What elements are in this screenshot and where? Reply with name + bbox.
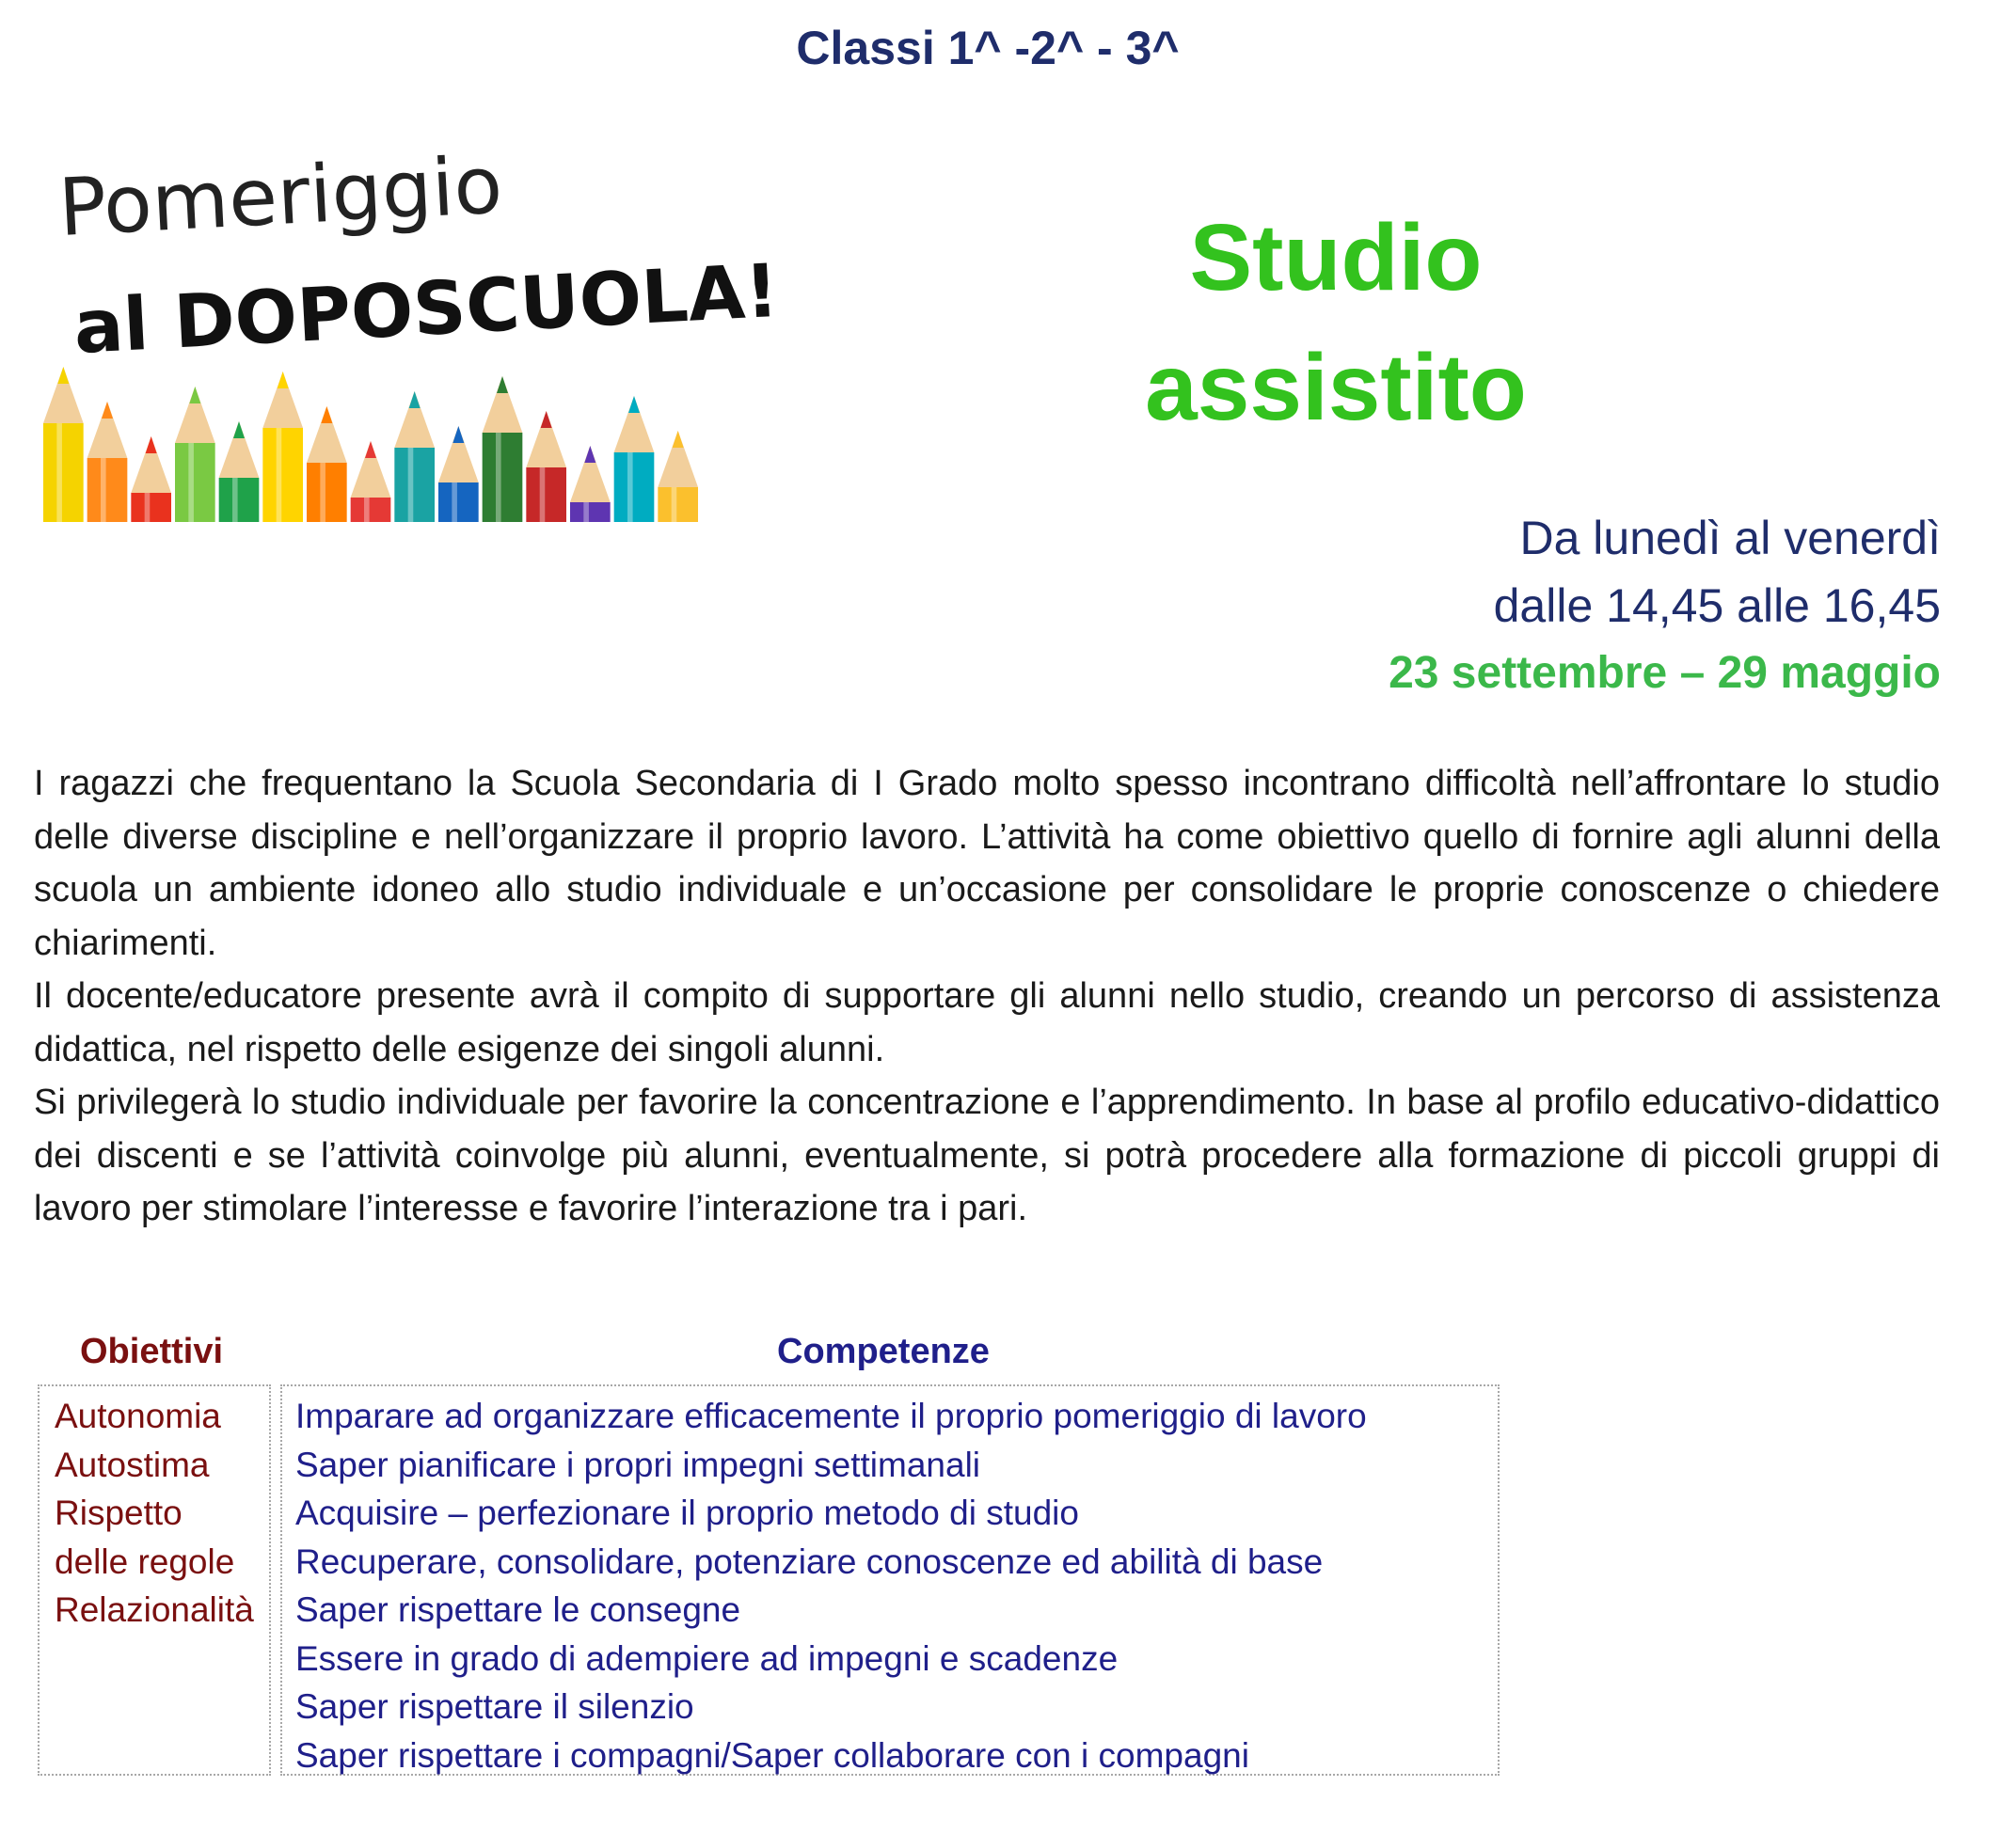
schedule-block [1389,504,1941,707]
goals-table [34,1326,1503,1779]
competenza-item: Saper pianificare i propri impegni settimanali [295,1445,981,1484]
obiettivo-item: Autonomia [55,1397,221,1435]
page-title [1063,193,1609,452]
competenza-item: Imparare ad organizzare efficacemente il proprio pomeriggio di lavoro [295,1397,1367,1435]
competenza-item: Essere in grado di adempiere ad impegni e scadenze [295,1638,1119,1678]
competenze-cell [280,1384,1500,1776]
competenza-item: Saper rispettare il silenzio [295,1687,694,1726]
obiettivo-item: Rispetto [55,1494,183,1532]
title-line2: assistito [1145,335,1527,440]
schedule-period: 23 settembre – 29 maggio [1389,648,1941,698]
schedule-hours: dalle 14,45 alle 16,45 [1493,579,1941,632]
competenza-item: Saper rispettare i compagni/Saper collaborare con i compagni [295,1735,1249,1775]
obiettivo-item: Autostima [55,1445,210,1484]
description [34,757,1940,1236]
logo-line1: Pomeriggio [56,138,505,254]
competenza-item: Saper rispettare le consegne [295,1590,741,1629]
obiettivo-item: delle regole [55,1542,235,1581]
competenze-header: Competenze [777,1332,990,1371]
title-line1: Studio [1189,205,1483,310]
schedule-days: Da lunedì al venerdì [1519,512,1941,564]
logo-line2: al DOPOSCUOLA! [71,248,781,371]
doposcuola-logo [41,132,781,522]
obiettivo-item: Relazionalità [55,1590,254,1629]
classes-heading: Classi 1^ -2^ - 3^ [796,22,1180,74]
description-paragraph: Si privilegerà lo studio individuale per favorire la concentrazione e l’apprendimento. In base al profilo educativo-didattico dei discenti e se l’attività coinvolge più alunni, eventualmente, si potrà procedere alla formazione di piccoli gruppi di lavoro per stimolare l’interesse e favorire l’interazione tra i pari. [34,1083,1940,1228]
competenza-item: Acquisire – perfezionare il proprio metodo di studio [295,1494,1079,1532]
obiettivi-cell [38,1384,271,1776]
description-paragraph: I ragazzi che frequentano la Scuola Secondaria di I Grado molto spesso incontrano difficoltà nell’affrontare lo studio delle diverse discipline e nell’organizzare il proprio lavoro. L’attività ha come obiettivo quello di fornire agli alunni della scuola un ambiente idoneo allo studio individuale e un’occasione per consolidare le proprie conoscenze o chiedere chiarimenti. [34,764,1940,963]
description-paragraph: Il docente/educatore presente avrà il compito di supportare gli alunni nello studio, creando un percorso di assistenza didattica, nel rispetto delle esigenze dei singoli alunni. [34,976,1940,1069]
obiettivi-header: Obiettivi [80,1332,224,1371]
competenza-item: Recuperare, consolidare, potenziare conoscenze ed abilità di base [295,1542,1324,1581]
